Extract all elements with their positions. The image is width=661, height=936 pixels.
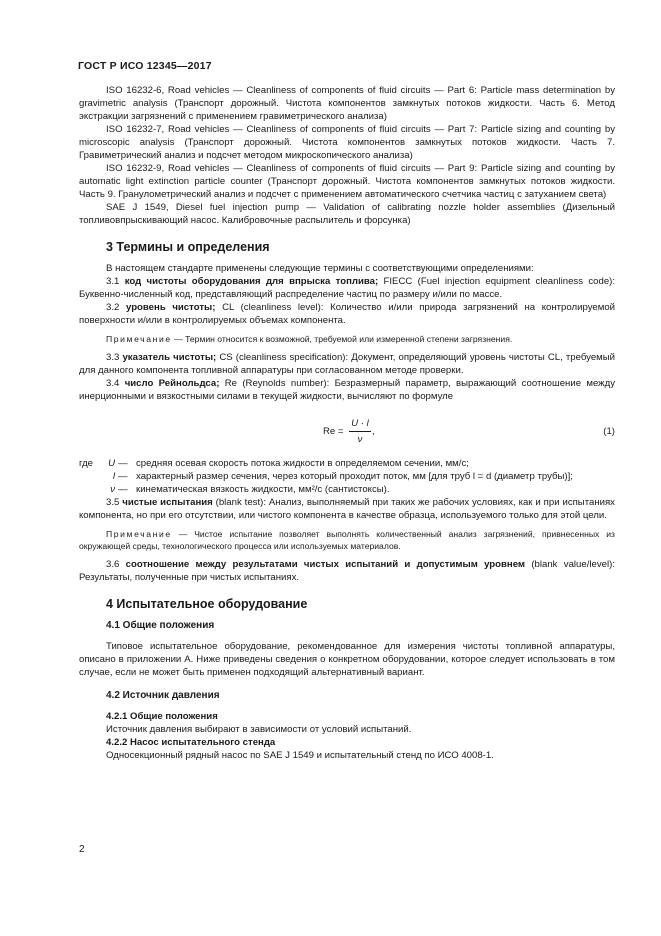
section-heading-4: 4 Испытательное оборудование <box>106 597 308 611</box>
formula-denominator: ν <box>357 434 363 445</box>
note-1 <box>79 333 615 345</box>
legend-text: характерный размер сечения, через который проходит поток, мм [для труб l = d (диаметр трубы)]; <box>136 471 573 482</box>
subsection-heading-4-2: 4.2 Источник давления <box>106 690 220 701</box>
term-definition: CL (cleanliness level): Количество и/или природа загрязнений на контролируемой поверхности и/или в контролируемых объемах компонента. <box>79 302 616 326</box>
formula-legend <box>79 457 615 496</box>
term-definition: CS (cleanliness specification): Документ, определяющий уровень чистоты CL, требуемый для данного компонента топливной аппаратуры при согласованном методе проверки. <box>79 352 616 376</box>
note-text: — Термин относится к возможной, требуемой или измеренной степени загрязнения. <box>171 334 513 344</box>
reference-item: ISO 16232-6, Road vehicles — Cleanliness of components of fluid circuits — Part 6: Particle mass determination by gravimetric analysis (Транспорт дорожный. Чистота компонентов замкнутых потоков жидкости. Часть 6. Метод экстракции загрязнений с применением гравиметрического анализа) <box>79 85 615 122</box>
term-number: 3.6 <box>106 559 120 570</box>
document-header: ГОСТ Р ИСО 12345—2017 <box>78 60 212 72</box>
term-3-3 <box>79 351 615 377</box>
reference-item: ISO 16232-7, Road vehicles — Cleanliness of components of fluid circuits — Part 7: Particle sizing and counting by microscopic analysis (Транспорт дорожный. Чистота компонентов замкнутых потоков жидкости. Часть 7. Гравиметрический анализ и подсчет методом микроскопического анализа) <box>79 124 615 161</box>
formula-lhs: Re = <box>323 426 344 437</box>
legend-dash: — <box>118 458 128 469</box>
term-name: соотношение между результатами чистых испытаний и допустимым уровнем <box>125 559 526 570</box>
formula-tail: , <box>372 426 375 437</box>
note-label: Примечание <box>106 334 172 344</box>
term-name: уровень чистоты; <box>125 302 216 313</box>
legend-row <box>79 457 615 470</box>
term-name: указатель чистоты; <box>122 352 217 363</box>
subsection-heading-4-1: 4.1 Общие положения <box>106 620 215 631</box>
legend-symbol: l <box>112 471 115 482</box>
formula-numerator: U · l <box>349 417 371 432</box>
reference-item: SAE J 1549, Diesel fuel injection pump — Validation of calibrating nozzle holder assemblies (Дизельный топливовпрыскивающий насос. Калибровочные распылитель и форсунка) <box>79 202 615 226</box>
term-3-5 <box>79 496 615 522</box>
term-number: 3.5 <box>106 497 120 508</box>
legend-symbol: ν <box>110 484 115 495</box>
term-name: число Рейнольдса; <box>124 378 220 389</box>
legend-symbol: U <box>108 458 115 469</box>
legend-dash: — <box>118 471 128 482</box>
where-word: где <box>79 458 94 469</box>
term-3-6 <box>79 558 615 584</box>
term-number: 3.3 <box>106 352 120 363</box>
legend-row <box>79 470 615 483</box>
subsection-heading-4-2-2: 4.2.2 Насос испытательного стенда <box>106 737 276 748</box>
subsection-text-4-1: Типовое испытательное оборудование, рекомендованное для измерения чистоты топливной аппаратуры, описано в приложении А. Ниже приведены сведения о конкретном оборудовании, которое следует использовать в том случае, если не может быть применен подходящий альтернативный вариант. <box>79 641 615 678</box>
term-number: 3.1 <box>106 276 120 287</box>
legend-text: кинематическая вязкость жидкости, мм²/с (сантистоксы). <box>136 484 390 495</box>
subsection-text-4-2-1: Источник давления выбирают в зависимости от условий испытаний. <box>106 724 412 735</box>
term-number: 3.2 <box>106 302 120 313</box>
term-definition: (blank value/level): Результаты, полученные при чистых испытаниях. <box>79 559 615 583</box>
note-label: Примечание <box>106 529 172 539</box>
subsection-text-4-2-2: Односекционный рядный насос по SAE J 1549 и испытательный стенд по ИСО 4008-1. <box>106 750 494 761</box>
section-intro: В настоящем стандарте применены следующие термины с соответствующими определениями: <box>106 263 534 274</box>
term-3-1 <box>79 275 615 301</box>
note-text: — Чистое испытание позволяет выполнять количественный анализ загрязнений, привнесенных из окружающей среды, технологического процесса или используемых материалов. <box>79 529 615 551</box>
term-3-2 <box>79 301 615 327</box>
reference-item: ISO 16232-9, Road vehicles — Cleanliness of components of fluid circuits — Part 9: Particle sizing and counting by automatic light extinction particle counter (Транспорт дорожный. Чистота компонентов замкнутых потоков жидкости. Часть 9. Гранулометрический анализ и подсчет с применением автоматического счетчика частиц с затуханием света) <box>79 163 615 200</box>
term-3-4 <box>79 377 615 403</box>
section-heading-3: 3 Термины и определения <box>106 240 270 254</box>
term-name: чистые испытания <box>122 497 213 508</box>
term-definition: Re (Reynolds number): Безразмерный параметр, выражающий соотношение между инерционными и вязкостными силами в текущей жидкости, вычисляют по формуле <box>79 378 615 402</box>
term-name: код чистоты оборудования для впрыска топлива; <box>124 276 379 287</box>
term-definition: (blank test): Анализ, выполняемый при таких же рабочих условиях, как и при испытаниях компонента, но при его отсутствии, или чистого компонента в качестве образца, используемого только для этой цели. <box>79 497 615 521</box>
legend-row <box>79 483 615 496</box>
formula-fraction <box>349 417 371 446</box>
legend-text: средняя осевая скорость потока жидкости в определяемом сечении, мм/с; <box>136 458 469 469</box>
reynolds-formula <box>79 413 615 451</box>
subsection-heading-4-2-1: 4.2.1 Общие положения <box>106 711 218 722</box>
formula-number: (1) <box>603 426 615 437</box>
term-number: 3.4 <box>106 378 120 389</box>
note-2 <box>79 528 615 552</box>
legend-dash: — <box>118 484 128 495</box>
page-body <box>79 84 615 762</box>
term-definition: FIECC (Fuel injection equipment cleanliness code): Буквенно-численный код, представляющий распределение частиц по размеру и/или по массе. <box>79 276 616 300</box>
page-number: 2 <box>79 844 85 855</box>
